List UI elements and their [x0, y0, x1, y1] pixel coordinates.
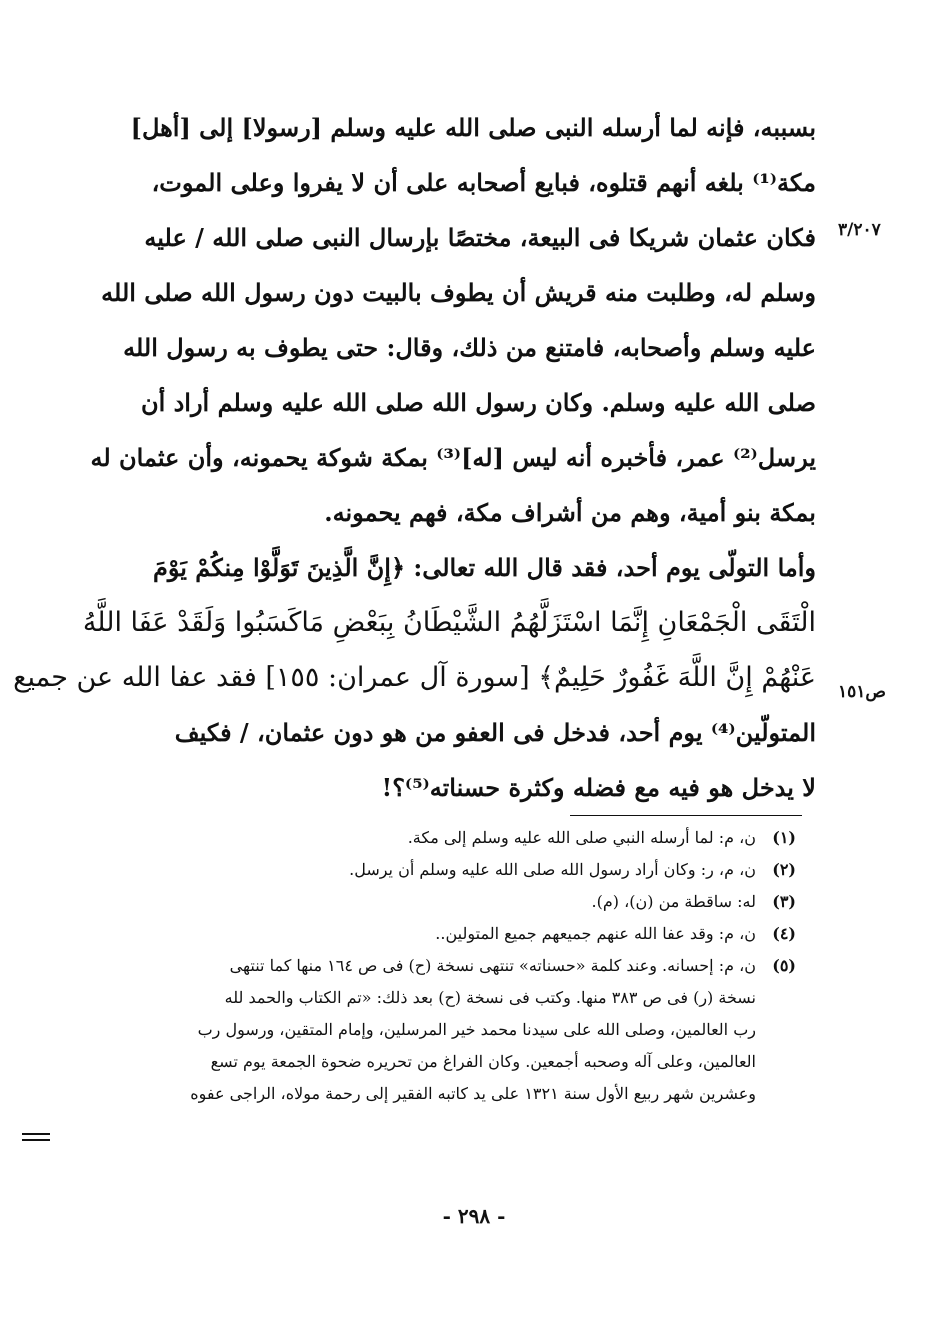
text-line: عليه وسلم وأصحابه، فامتنع من ذلك، وقال: حتى يطوف به رسول الله — [123, 333, 816, 362]
footnote-text: ن، م: وقد عفا الله عنهم جميعهم جميع المتولين.. — [435, 924, 756, 943]
footnote-separator — [570, 815, 802, 816]
margin-reference-page: ص١٥١ — [838, 682, 886, 702]
footnote-continuation: وعشرين شهر ربيع الأول سنة ١٣٢١ على يد كاتبه الفقير إلى رحمة مولاه، الراجى عفوه — [190, 1084, 756, 1103]
footnote-number: (٤) — [772, 924, 796, 943]
footnote-text: له: ساقطة من (ن)، (م). — [591, 892, 756, 911]
footnotes — [96, 822, 796, 1110]
footnote — [96, 854, 796, 886]
footnote-number: (١) — [772, 828, 796, 847]
text-line: المتولّين⁽⁴⁾ يوم أحد، فدخل فى العفو من هو دون عثمان، / فكيف — [174, 718, 816, 747]
footnote-continuation: رب العالمين، وصلى الله على سيدنا محمد خير المرسلين، وإمام المتقين، ورسول رب — [197, 1020, 756, 1039]
footnote-text: ن، م، ر: وكان أراد رسول الله صلى الله عليه وسلم أن يرسل. — [349, 860, 756, 879]
footnote-number: (٣) — [772, 892, 796, 911]
quran-verse-line: الْتَقَى الْجَمْعَانِ إِنَّمَا اسْتَزَلَّهُمُ الشَّيْطَانُ بِبَعْضِ مَاكَسَبُوا وَلَقَدْ عَفَا اللَّهُ — [82, 607, 816, 638]
main-text — [13, 100, 816, 815]
page-number: - ٢٩٨ - — [442, 1204, 506, 1228]
footnote — [96, 950, 796, 982]
footnote-number: (٢) — [772, 860, 796, 879]
footnote — [96, 886, 796, 918]
footnote — [96, 822, 796, 854]
text-line: يرسل⁽²⁾ عمر، فأخبره أنه ليس [له]⁽³⁾ بمكة شوكة يحمونه، وأن عثمان له — [90, 443, 816, 472]
text-line: وسلم له، وطلبت منه قريش أن يطوف بالبيت دون رسول الله صلى الله — [101, 278, 816, 307]
footnote-text: ن، م: إحسانه. وعند كلمة «حسناته» تنتهى نسخة (ح) فى ص ١٦٤ منها كما تنتهى — [229, 956, 756, 975]
footnote-number: (٥) — [772, 956, 796, 975]
margin-reference-volume-page: ٣/٢٠٧ — [838, 220, 881, 240]
text-line: بمكة بنو أمية، وهم من أشراف مكة، فهم يحمونه. — [324, 498, 816, 527]
text-line: بسببه، فإنه لما أرسله النبى صلى الله عليه وسلم [رسولا] إلى [أهل] — [130, 113, 816, 142]
footnote-continuation: العالمين، وعلى آله وصحبه أجمعين. وكان الفراغ من تحريره ضحوة الجمعة يوم تسع — [210, 1052, 756, 1071]
footnote-continuation: نسخة (ر) فى ص ٣٨٣ منها. وكتب فى نسخة (ح) بعد ذلك: «تم الكتاب والحمد لله — [224, 988, 756, 1007]
text-line: مكة⁽¹⁾ بلغه أنهم قتلوه، فبايع أصحابه على أن لا يفروا وعلى الموت، — [151, 168, 816, 197]
quran-verse-line: عَنْهُمْ إِنَّ اللَّهَ غَفُورٌ حَلِيمٌ﴾ [سورة آل عمران: ١٥٥] فقد عفا الله عن جميع — [13, 662, 816, 693]
text-line: فكان عثمان شريكا فى البيعة، مختصًا بإرسال النبى صلى الله / عليه — [144, 223, 816, 252]
continuation-mark — [22, 1133, 50, 1143]
text-line: صلى الله عليه وسلم. وكان رسول الله صلى الله عليه وسلم أراد أن — [140, 388, 816, 417]
footnote — [96, 918, 796, 950]
text-line: لا يدخل هو فيه مع فضله وكثرة حسناته⁽⁵⁾؟! — [381, 773, 816, 802]
text-line: وأما التولّى يوم أحد، فقد قال الله تعالى: ﴿إِنَّ الَّذِينَ تَوَلَّوْا مِنكُمْ يَوْمَ — [153, 553, 816, 582]
footnote-text: ن، م: لما أرسله النبي صلى الله عليه وسلم إلى مكة. — [407, 828, 756, 847]
